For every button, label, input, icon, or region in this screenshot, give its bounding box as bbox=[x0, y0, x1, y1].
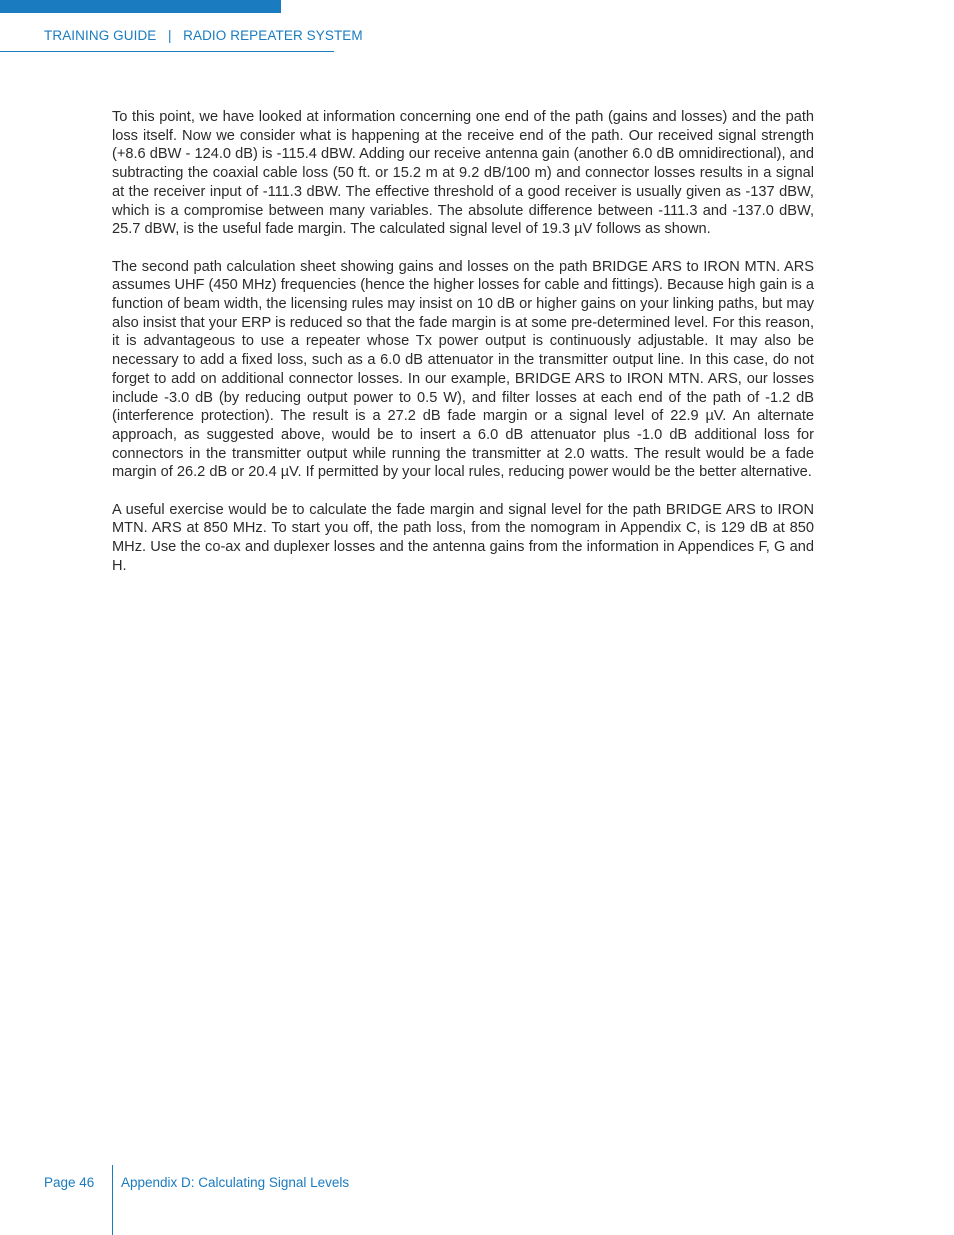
footer-section-title: Appendix D: Calculating Signal Levels bbox=[121, 1175, 350, 1190]
header-rule bbox=[0, 51, 334, 52]
body-content bbox=[112, 108, 814, 594]
paragraph-3: A useful exercise would be to calculate the fade margin and signal level for the path BRIDGE ARS to IRON MTN. ARS at 850 MHz. To start you off, the path loss, from the nomogram in Appendix C, is 129 dB at 850 MHz. Use the co-ax and duplexer losses and the antenna gains from the information in Appendices F, G and H. bbox=[112, 501, 814, 574]
paragraph-2: The second path calculation sheet showing gains and losses on the path BRIDGE ARS to IRON MTN. ARS assumes UHF (450 MHz) frequencies (hence the higher losses for cable and fittings). Because high gain is a function of beam width, the licensing rules may insist on 10 dB or higher gains on your linking paths, but may also insist that your ERP is reduced so that the fade margin is at some pre-determined level. For this reason, it is advantageous to use a repeater whose Tx power output is continuously adjustable. It may also be necessary to add a fixed loss, such as a 6.0 dB attenuator in the transmitter output line. In this case, do not forget to add on additional connector losses. In our example, BRIDGE ARS to IRON MTN. ARS, our losses include -3.0 dB (by reducing output power to 0.5 W), and filter losses at each end of the path of -1.2 dB (interference protection). The result is a 27.2 dB fade margin or a signal level of 22.9 µV. An alternate approach, as suggested above, would be to insert a 6.0 dB attenuator plus -1.0 dB additional loss for connectors in the transmitter output while running the transmitter at 2.0 watts. The result would be a fade margin of 26.2 dB or 20.4 µV. If permitted by your local rules, reducing power would be the better alternative. bbox=[112, 258, 814, 481]
running-header: TRAINING GUIDE | RADIO REPEATER SYSTEM bbox=[44, 28, 363, 43]
page-number: Page 46 bbox=[44, 1175, 95, 1190]
footer-divider bbox=[112, 1165, 113, 1235]
header-accent-bar bbox=[0, 0, 281, 13]
paragraph-1: To this point, we have looked at information concerning one end of the path (gains and losses) and the path loss itself. Now we consider what is happening at the receive end of the path. Our received signal strength (+8.6 dBW - 124.0 dB) is -115.4 dBW. Adding our receive antenna gain (another 6.0 dB omnidirectional), and subtracting the coaxial cable loss (50 ft. or 15.2 m at 9.2 dB/100 m) and connector losses results in a signal at the receiver input of -111.3 dBW. The effective threshold of a good receiver is usually given as -137 dBW, which is a compromise between many variables. The absolute difference between -111.3 and -137.0 dBW, 25.7 dBW, is the useful fade margin. The calculated signal level of 19.3 µV follows as shown. bbox=[112, 109, 814, 238]
